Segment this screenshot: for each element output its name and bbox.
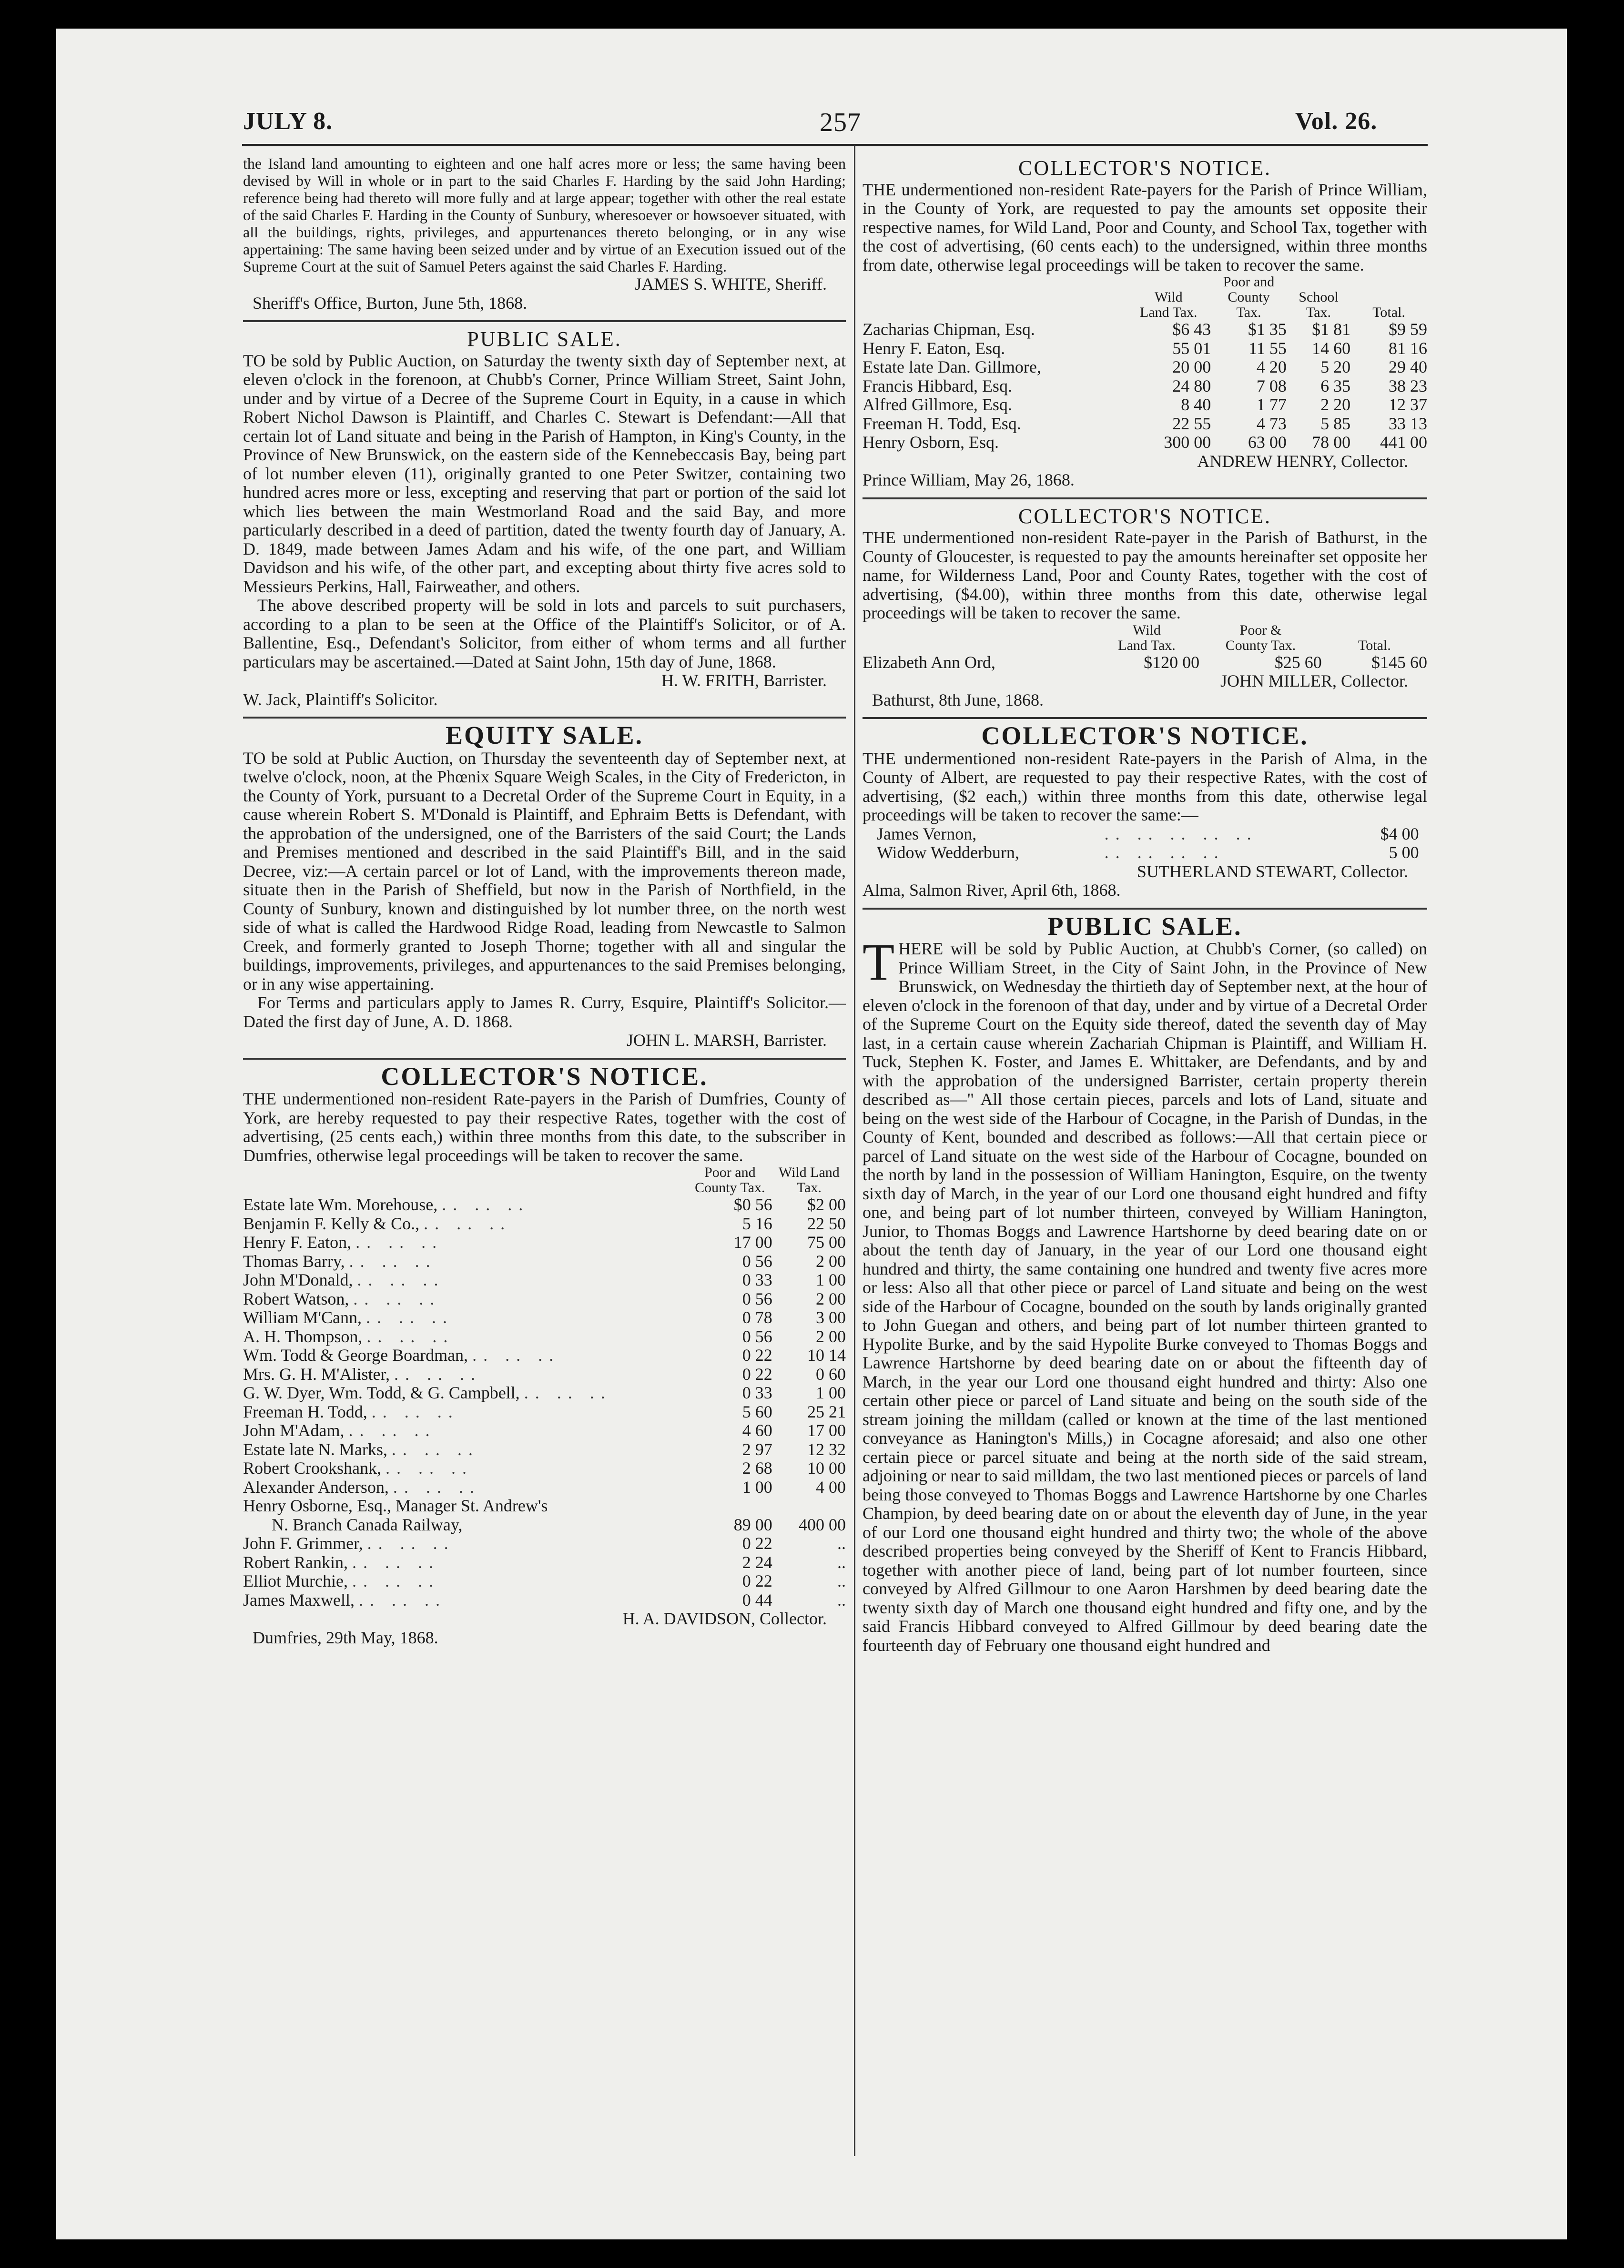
table-row: Henry F. Eaton, Esq. 55 01 11 55 14 60 81 16	[863, 338, 1427, 358]
sheriff-office-date: Sheriff's Office, Burton, June 5th, 1868.	[253, 293, 528, 313]
table-row: Henry Osborn, Esq. 300 00 63 00 78 00 441 00	[863, 433, 1427, 452]
table-row: John M'Donald, .. .. .. 0 33 1 00	[243, 1270, 846, 1289]
table-row: Widow Wedderburn, .. .. .. .. 5 00	[877, 843, 1419, 862]
table-row: A. H. Thompson, .. .. .. 0 56 2 00	[243, 1326, 846, 1346]
table-row: William M'Cann, .. .. .. 0 78 3 00	[243, 1308, 846, 1327]
bathurst-date: Bathurst, 8th June, 1868.	[872, 690, 1044, 709]
table-row: John F. Grimmer, .. .. .. 0 22 ..	[243, 1534, 846, 1553]
plaintiff-solicitor: W. Jack, Plaintiff's Solicitor.	[243, 689, 438, 709]
equity-sale-body: TO be sold at Public Auction, on Thursday the seventeenth day of September next, at twelve o'clock, noon, at the Phœnix Square Weigh Scales, in the City of Fredericton, in the County of York, pursuant to a Decretal Order of the Supreme Court in Equity, in a cause wherein Robert S. M'Donald is Plaintiff, and Ephraim Betts is Defendant, with the approbation of the undersigned, one of the Barristers of the said Court; the Lands and Premises mentioned and described in the said Plaintiff's Bill, and in the said Decree, viz:—A certain parcel or lot of Land, with the improvements thereon made, situate then in the Parish of Sheffield, but now in the Parish of Northfield, in the County of Sunbury, known and distinguished by lot number three, on the north west side of what is called the Hardwood Ridge Road, leading from Newcastle to Salmon Creek, and formerly granted to Joseph Thorne; together with all and singular the buildings, improvements, privileges, and appurtenances to the said Premises belonging, or in any wise appertaining.	[243, 748, 846, 993]
prince-william-notice-body: THE undermentioned non-resident Rate-payers for the Parish of Prince William, in the County of York, are requested to pay the amounts set opposite their respective names, for Wild Land, Poor and County, and School Tax, together with the cost of advertising, (60 cents each) to the undersigned, within three months from date, otherwise legal proceedings will be taken to recover the same.	[863, 180, 1427, 274]
table-row: Robert Watson, .. .. .. 0 56 2 00	[243, 1289, 846, 1308]
prince-william-tax-table: Wild Land Tax. Poor and County Tax. School Tax. Total. Zacharias Chipman, Esq. $6 43 $1 35 $1 81 $9 59 Henry F. Eaton, Esq. 55 01 11 55 14 60 81 16 Estate late Dan. Gillmore, 20 00 4 20 5 20 29 40 Francis Hibbard, Esq. 24 80 7 08 6 35 38 23 Alfred Gillmore, Esq. 8 40 1 77 2 20 12 37 Freeman H. Todd, Esq. 22 55 4 73 5 85 33 13 Henry Osborn, Esq. 300 00 63 00 78 00 441 00	[863, 274, 1427, 452]
collector-notice-heading: COLLECTOR'S NOTICE.	[381, 1062, 708, 1091]
continued-notice-text: the Island land amounting to eighteen and one half acres more or less; the same having been devised by Will in whole or in part to the said Charles F. Harding by the said John Harding; reference being had thereto will more fully and at large appear; together with other the real estate of the said Charles F. Harding in the County of Sunbury, wheresoever or howsoever situated, with all the buildings, rights, privileges, and appurtenances thereto belonging, or in any wise appertaining: The same having been seized under and by virtue of an Execution issued out of the Supreme Court at the suit of Samuel Peters against the said Charles F. Harding.	[243, 155, 846, 275]
dumfries-tax-table	[243, 1165, 846, 1610]
alma-notice-body: THE undermentioned non-resident Rate-payers in the Parish of Alma, in the County of Albert, are requested to pay their respective Rates, with the cost of advertising, ($2 each,) within three months from this date, otherwise legal proceedings will be taken to recover the same:—	[863, 749, 1427, 824]
table-row: Elliot Murchie, .. .. .. 0 22 ..	[243, 1571, 846, 1590]
table-row: Estate late Dan. Gillmore, 20 00 4 20 5 20 29 40	[863, 357, 1427, 376]
table-row: Estate late N. Marks, .. .. .. 2 97 12 32	[243, 1439, 846, 1459]
table-row: Robert Crookshank, .. .. .. 2 68 10 00	[243, 1458, 846, 1478]
bathurst-tax-table: Wild Land Tax. Poor & County Tax. Total. Elizabeth Ann Ord, $120 00 $25 60 $145 60	[863, 622, 1427, 672]
andrew-henry-signature: ANDREW HENRY, Collector.	[1197, 451, 1408, 471]
table-row: Henry Osborne, Esq., Manager St. Andrew's	[243, 1496, 548, 1515]
davidson-signature: H. A. DAVIDSON, Collector.	[622, 1609, 827, 1628]
prince-william-notice-heading: COLLECTOR'S NOTICE.	[1018, 156, 1271, 180]
prince-william-date: Prince William, May 26, 1868.	[863, 470, 1075, 489]
bathurst-notice-heading: COLLECTOR'S NOTICE.	[1018, 504, 1271, 528]
section-rule	[863, 717, 1427, 719]
drop-cap: T	[863, 933, 895, 991]
public-sale-body-2: The above described property will be sold in lots and parcels to suit purchasers, according to a plan to be seen at the Office of the Plaintiff's Solicitor, or of A. Ballentine, Esq., Defendant's Solicitor, from either of whom terms and all further particulars may be ascertained.—Dated at Saint John, 15th day of June, 1868.	[243, 596, 846, 671]
table-row: Benjamin F. Kelly & Co., .. .. .. 5 16 22 50	[243, 1214, 846, 1233]
equity-sale-heading: EQUITY SALE.	[445, 721, 644, 749]
table-row: Estate late Wm. Morehouse, .. .. .. $0 56 $2 00	[243, 1195, 846, 1214]
table-row: Wm. Todd & George Boardman, .. .. .. 0 22 10 14	[243, 1346, 846, 1365]
table-row: Thomas Barry, .. .. .. 0 56 2 00	[243, 1251, 846, 1271]
table-row: Francis Hibbard, Esq. 24 80 7 08 6 35 38 23	[863, 376, 1427, 395]
section-rule	[863, 908, 1427, 910]
table-row: Henry F. Eaton, .. .. .. 17 00 75 00	[243, 1233, 846, 1252]
header-rule	[242, 144, 1428, 146]
equity-sale-signature: JOHN L. MARSH, Barrister.	[627, 1031, 827, 1050]
table-row: Alexander Anderson, .. .. .. 1 00 4 00	[243, 1477, 846, 1497]
table-row: James Vernon, .. .. .. .. .. $4 00	[877, 824, 1419, 843]
volume-number: Vol. 26.	[1295, 108, 1378, 135]
column-divider	[854, 145, 855, 2156]
public-sale-cocagne-body: THERE will be sold by Public Auction, at Chubb's Corner, (so called) on Prince William Street, in the City of Saint John, in the Province of New Brunswick, on Wednesday the thirtieth day of September next, at the hour of eleven o'clock in the forenoon of that day, under and by virtue of a Decretal Order of the Supreme Court on the Equity side thereof, dated the seventh day of May last, in a certain cause wherein Zachariah Chipman is Plaintiff, and William H. Tuck, Stephen K. Foster, and James E. Whittaker, are Defendants, and by and with the approbation of the undersigned Barrister, certain property therein described as—" All those certain pieces, parcels and lots of Land, situate and being on the west side of the Harbour of Cocagne, in the Parish of Dundas, in the County of Kent, bounded and described as follows:—All that certain piece or parcel of Land situate on the west side of the Harbour of Cocagne, bounded on the north by land in the possession of William Hanington, Esquire, on the twenty sixth day of March, in the year of our Lord one thousand eight hundred and fifty one, and being part of lot number thirteen, conveyed by William Hanington, Junior, to Thomas Boggs and Lawrence Hartshorne by deed bearing date on or about the tenth day of January, in the year of our Lord one thousand eight hundred and thirty, the same containing one hundred and twenty five acres more or less: Also all that other piece or parcel of Land situate and being on the west side of the Harbour of Cocagne, bounded on the south by lands originally granted to John Guegan and others, and being part of lot number thirteen granted to Hypolite Burke, and by the said Hypolite Burke conveyed to Thomas Boggs and Lawrence Hartshorne by deed bearing date on or about the fifteenth day of March, in the year our Lord one thousand eight hundred and thirty: Also one certain other piece or parcel of Land situate and being on the south side of the stream joining the milldam (called or known at the time of the last mentioned conveyance as Hanington's Mills,) in Cocagne aforesaid; and also one other certain piece or parcel situate and being at the north side of the said stream, adjoining or near to said milldam, the two last mentioned pieces or parcels of land being those conveyed to Thomas Boggs and Lawrence Hartshorne by one Charles Champion, by deed bearing date on or about the eleventh day of June, in the year of our Lord one thousand eight hundred and thirty two; the whole of the above described properties being conveyed by the Sheriff of Kent to Francis Hibbard, together with another piece of land, being part of lot number fourteen, since conveyed by Alfred Gillmour to one Aaron Harshmen by deed bearing date the twenty sixth day of March one thousand eight hundred and fifty one, and by the said Francis Hibbard conveyed to Alfred Gillmour by deed bearing date the fourteenth day of February one thousand eight hundred and	[863, 933, 1427, 1655]
right-column	[863, 155, 1427, 2166]
stewart-signature: SUTHERLAND STEWART, Collector.	[1137, 861, 1408, 881]
table-row: Mrs. G. H. M'Alister, .. .. .. 0 22 0 60	[243, 1364, 846, 1384]
bathurst-notice-body: THE undermentioned non-resident Rate-payer in the Parish of Bathurst, in the County of Gloucester, is requested to pay the amounts hereinafter set opposite her name, for Wilderness Land, Poor and County Rates, together with the cost of advertising, ($4.00), within three months from this date, otherwise legal proceedings will be taken to recover the same.	[863, 528, 1427, 622]
table-row: Elizabeth Ann Ord, $120 00 $25 60 $145 60	[863, 652, 1427, 672]
table-row: G. W. Dyer, Wm. Todd, & G. Campbell, .. .. .. 0 33 1 00	[243, 1383, 846, 1402]
page-number: 257	[820, 108, 861, 137]
table-row: John M'Adam, .. .. .. 4 60 17 00	[243, 1421, 846, 1440]
equity-sale-body-2: For Terms and particulars apply to James R. Curry, Esquire, Plaintiff's Solicitor.—Dated the first day of June, A. D. 1868.	[243, 993, 846, 1031]
collector-notice-body: THE undermentioned non-resident Rate-payers in the Parish of Dumfries, County of York, are hereby requested to pay their respective Rates, together with the cost of advertising, (25 cents each,) within three months from this date, to the subscriber in Dumfries, otherwise legal proceedings will be taken to recover the same.	[243, 1089, 846, 1165]
public-sale-body: TO be sold by Public Auction, on Saturday the twenty sixth day of September next, at eleven o'clock in the forenoon, at Chubb's Corner, Prince William Street, Saint John, under and by virtue of a Decree of the Supreme Court in Equity, in a cause in which Robert Nichol Dawson is Plaintiff, and Charles C. Stewart is Defendant:—All that certain lot of Land situate and being in the Parish of Hampton, in King's County, in the Province of New Brunswick, on the eastern side of the Kennebeccasis Bay, being part of lot number eleven (11), originally granted to one Peter Switzer, containing two hundred acres more or less, excepting and reserving that part or portion of the said lot which lies between the main Westmorland Road and the said Bay, and more particularly described in a deed of partition, dated the twenty fourth day of January, A. D. 1849, made between James Adam and his wife, of the one part, and William Davidson and his wife, of the other part, and excepting about thirty five acres sold to Messieurs Perkins, Hall, Fairweather, and others.	[243, 351, 846, 596]
section-rule	[863, 497, 1427, 499]
public-sale-cocagne-heading: PUBLIC SALE.	[1047, 911, 1242, 941]
left-column	[243, 155, 846, 2146]
table-header: Poor and County Tax.	[695, 1164, 765, 1195]
table-header: Wild Land Tax.	[778, 1164, 840, 1195]
alma-tax-table	[877, 825, 1419, 862]
issue-date: JULY 8.	[243, 108, 333, 135]
john-miller-signature: JOHN MILLER, Collector.	[1220, 671, 1408, 690]
table-row: Zacharias Chipman, Esq. $6 43 $1 35 $1 81 $9 59	[863, 320, 1427, 339]
table-row: James Maxwell, .. .. .. 0 44 ..	[243, 1590, 846, 1610]
alma-notice-heading: COLLECTOR'S NOTICE.	[981, 721, 1309, 750]
section-rule	[243, 1058, 846, 1060]
table-row: Robert Rankin, .. .. .. 2 24 ..	[243, 1552, 846, 1572]
table-row: Alfred Gillmore, Esq. 8 40 1 77 2 20 12 37	[863, 395, 1427, 414]
section-rule	[243, 717, 846, 719]
table-row: Freeman H. Todd, .. .. .. 5 60 25 21	[243, 1402, 846, 1421]
dumfries-date: Dumfries, 29th May, 1868.	[253, 1628, 438, 1647]
table-row: N. Branch Canada Railway, 89 00 400 00	[272, 1515, 846, 1534]
public-sale-signature: H. W. FRITH, Barrister.	[661, 671, 827, 690]
public-sale-heading: PUBLIC SALE.	[467, 327, 622, 351]
alma-date: Alma, Salmon River, April 6th, 1868.	[863, 881, 1121, 900]
table-row: Freeman H. Todd, Esq. 22 55 4 73 5 85 33 13	[863, 414, 1427, 433]
sheriff-signature: JAMES S. WHITE, Sheriff.	[635, 274, 827, 294]
section-rule	[243, 320, 846, 322]
